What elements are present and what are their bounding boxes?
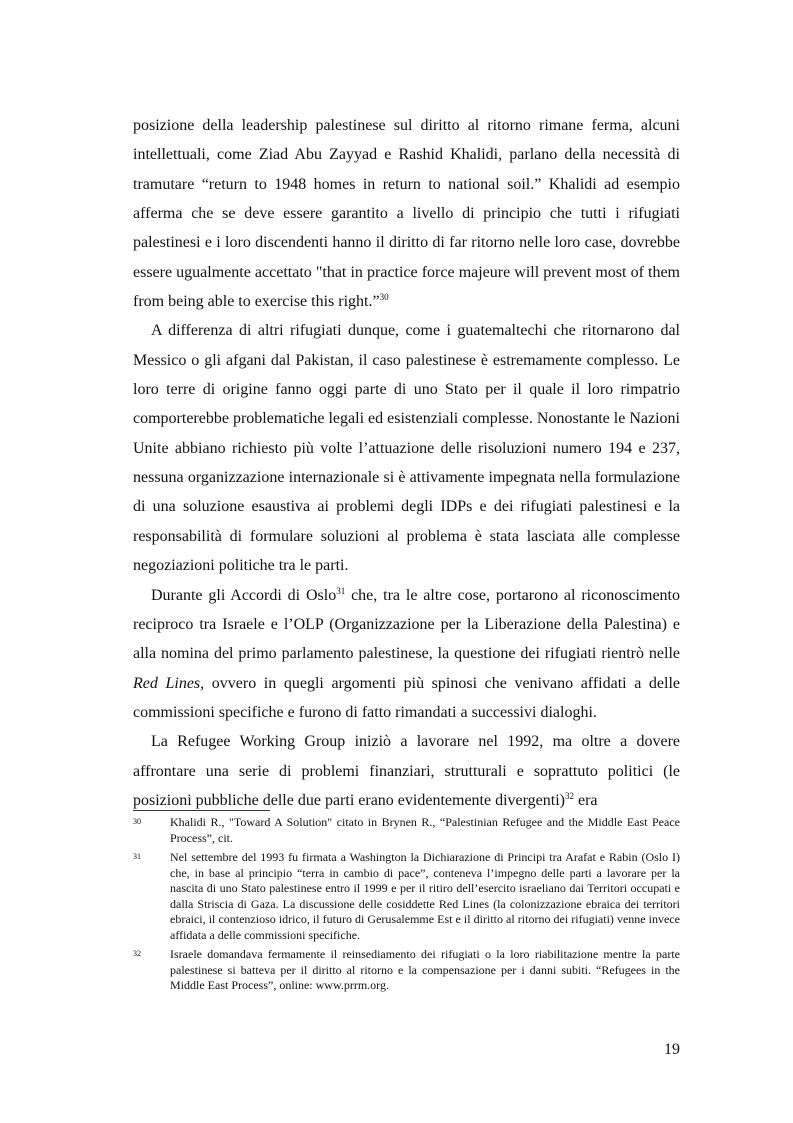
footnotes: [133, 815, 680, 998]
paragraph-text: La Refugee Working Group iniziò a lavorare nel 1992, ma oltre a dovere affrontare una serie di problemi finanziari, strutturali e soprattuto politici (le posizioni pubbliche delle due parti erano evidentemente divergenti): [133, 733, 680, 809]
paragraph: [133, 727, 680, 815]
footnote-text: Israele domandava fermamente il reinsediamento dei rifugiati o la loro riabilitazione mentre la parte palestinese si batteva per il diritto al ritorno e la compensazione per i danni subiti. “Refugees in the Middle East Process”, online: www.prrm.org.: [170, 947, 680, 992]
paragraph: [133, 111, 680, 316]
paragraph-text: era: [574, 791, 598, 809]
body-text: [133, 111, 680, 815]
paragraph: [133, 316, 680, 580]
footnote-number: 31: [133, 852, 141, 861]
footnote: [133, 850, 680, 943]
footnote-text: Khalidi R., "Toward A Solution" citato in Brynen R., “Palestinian Refugee and the Middle East Peace Process”, cit.: [170, 815, 680, 845]
italic-term: Red Lines,: [133, 674, 205, 692]
footnote-separator: [133, 810, 270, 811]
footnote-text: Nel settembre del 1993 fu firmata a Washington la Dichiarazione di Principi tra Arafat e Rabin (Oslo I) che, in base al principio “terra in cambio di pace”, conteneva l’impegno delle parti a lavorare per la nascita di uno Stato palestinese entro il 1999 e per il ritiro dell’esercito israeliano dai Territori occupati e dalla Striscia di Gaza. La discussione delle cosiddette Red Lines (la colonizzazione ebraica dei territori ebraici, il contenzioso idrico, il futuro di Gerusalemme Est e il diritto al ritorno dei rifugiati) venne invece affidata a delle commissioni specifiche.: [170, 850, 680, 942]
page-number: 19: [664, 1041, 680, 1058]
paragraph-text: Durante gli Accordi di Oslo: [151, 586, 337, 604]
footnote-ref[interactable]: 31: [336, 585, 346, 596]
paragraph: [133, 581, 680, 728]
paragraph-text: A differenza di altri rifugiati dunque, come i guatemaltechi che ritornarono dal Messico o gli afgani dal Pakistan, il caso palestinese è estremamente complesso. Le loro terre di origine fanno oggi parte di uno Stato per il quale il loro rimpatrio comporterebbe problematiche legali ed esistenziali complesse. Nonostante le Nazioni Unite abbiano richiesto più volte l’attuazione delle risoluzioni numero 194 e 237, nessuna organizzazione internazionale si è attivamente impegnata nella formulazione di una soluzione esaustiva ai problemi degli IDPs e dei rifugiati palestinesi e la responsabilità di formulare soluzioni al problema è stata lasciata alle complesse negoziazioni politiche tra le parti.: [133, 322, 680, 575]
paragraph-text: ovvero in quegli argomenti più spinosi che venivano affidati a delle commissioni specifiche e furono di fatto rimandati a successivi dialoghi.: [133, 674, 681, 721]
footnote-ref[interactable]: 30: [379, 292, 389, 303]
footnote-ref[interactable]: 32: [565, 790, 574, 801]
footnote-number: 32: [133, 949, 141, 958]
footnote: [133, 947, 680, 994]
paragraph-text: posizione della leadership palestinese sul diritto al ritorno rimane ferma, alcuni intellettuali, come Ziad Abu Zayyad e Rashid Khalidi, parlano della necessità di tramutare “return to 1948 homes in return to national soil.” Khalidi ad esempio afferma che se deve essere garantito a livello di principio che tutti i rifugiati palestinesi e i loro discendenti hanno il diritto di far ritorno nelle loro case, dovrebbe essere ugualmente accettato "that in practice force majeure will prevent most of them from being able to exercise this right.”: [133, 117, 680, 311]
footnote-number: 30: [133, 817, 141, 826]
paragraph-text: che, tra le altre cose, portarono al riconoscimento reciproco tra Israele e l’OLP (Organizzazione per la Liberazione della Palestina) e alla nomina del primo parlamento palestinese, la questione dei rifugiati rientrò nelle: [133, 586, 680, 663]
footnote: [133, 815, 680, 846]
